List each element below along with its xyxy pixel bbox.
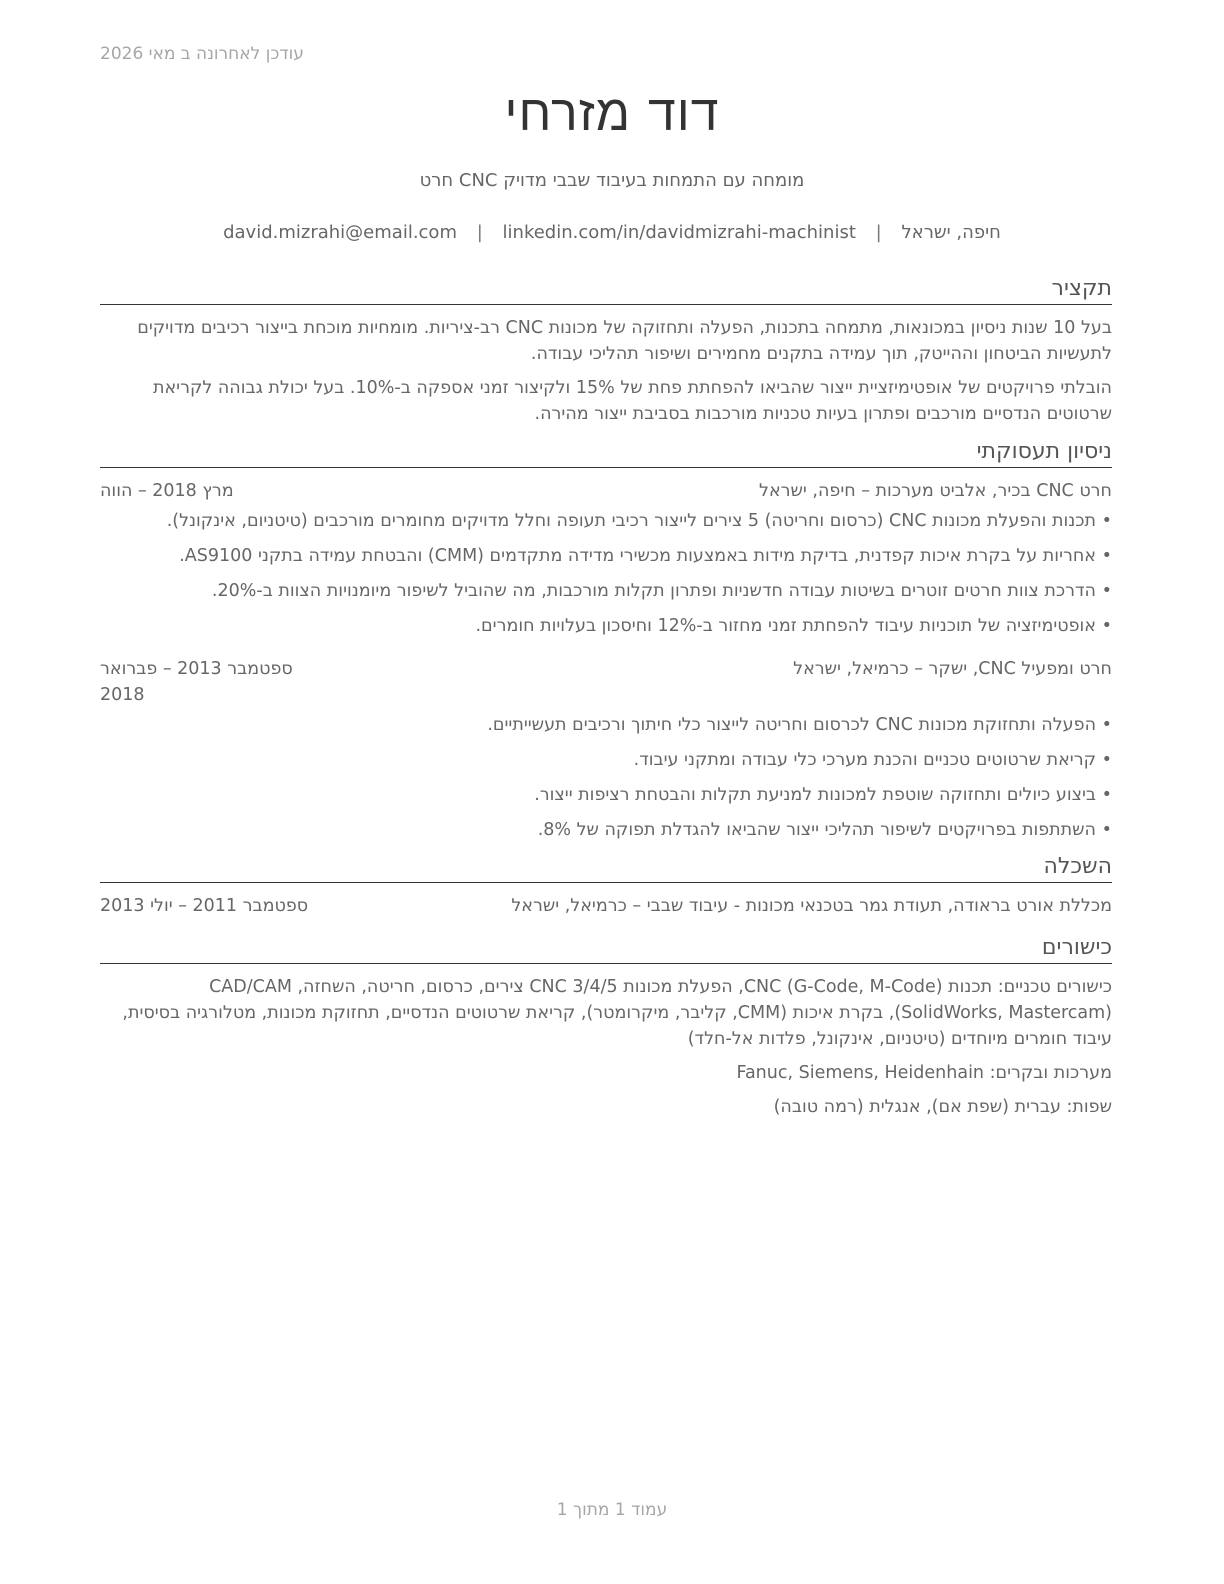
contact-linkedin[interactable]: linkedin.com/in/davidmizrahi-machinist — [502, 222, 856, 243]
list-item: • אחריות על בקרת איכות קפדנית, בדיקת מידות באמצעות מכשירי מדידה מתקדמים (CMM) והבטחת עמידה בתקני AS9100. — [100, 543, 1112, 569]
list-item: • ביצוע כיולים ותחזוקה שוטפת למכונות למניעת תקלות והבטחת רציפות ייצור. — [100, 782, 1112, 808]
summary-paragraph: הובלתי פרויקטים של אופטימיזציית ייצור שהביאו להפחתת פחת של 15% ולקיצור זמני אספקה ב-10%. בעל יכולת גבוהה לקריאת שרטוטים הנדסיים מורכבים ופתרון בעיות טכניות מורכבות בסביבת ייצור מהירה. — [152, 378, 1112, 424]
skills-technical: כישורים טכניים: תכנות CNC (G-Code, M-Code), הפעלת מכונות CNC 3/4/5 צירים, כרסום, חריטה, השחזה, CAD/CAM (SolidWorks, Mastercam), בקרת איכות (CMM, קליבר, מיקרומטר), קריאת שרטוטים הנדסיים, תחזוקת מכונות, מטלורגיה בסיסית, עיבוד חומרים מיוחדים (טיטניום, אינקונל, פלדות אל-חלד) — [122, 977, 1112, 1049]
job-title: חרט ומפעיל CNC, ישקר – כרמיאל, ישראל — [793, 659, 1112, 679]
section-title-skills: כישורים — [100, 933, 1112, 964]
job-bullets — [100, 508, 1112, 639]
list-item: • השתתפות בפרויקטים לשיפור תהליכי ייצור שהביאו להגדלת תפוקה של 8%. — [100, 817, 1112, 843]
section-title-summary: תקציר — [100, 274, 1112, 305]
contact-separator: | — [875, 222, 882, 243]
contact-email[interactable]: david.mizrahi@email.com — [223, 222, 457, 243]
skills-languages: שפות: עברית (שפת אם), אנגלית (רמה טובה) — [773, 1097, 1112, 1117]
education-entry — [100, 893, 1112, 919]
list-item: • אופטימיזציה של תוכניות עיבוד להפחתת זמני מחזור ב-12% וחיסכון בעלויות חומרים. — [100, 613, 1112, 639]
contact-separator: | — [476, 222, 483, 243]
candidate-name: דוד מזרחי — [504, 84, 720, 142]
education-institution: מכללת אורט בראודה, תעודת גמר בטכנאי מכונות - עיבוד שבבי – כרמיאל, ישראל — [511, 896, 1112, 916]
contact-line — [0, 222, 1224, 243]
education-dates: ספטמבר 2011 – יולי 2013 — [100, 896, 309, 916]
section-title-experience: ניסיון תעסוקתי — [100, 437, 1112, 468]
list-item: • תכנות והפעלת מכונות CNC (כרסום וחריטה) 5 צירים לייצור רכיבי תעופה וחלל מדויקים מחומרים מורכבים (טיטניום, אינקונל). — [100, 508, 1112, 534]
summary-paragraph: בעל 10 שנות ניסיון במכונאות, מתמחה בתכנות, הפעלה ותחזוקה של מכונות CNC רב-ציריות. מומחיות מוכחת בייצור רכיבים מדויקים לתעשיות הביטחון וההייטק, תוך עמידה בתקנים מחמירים ושיפור תהליכי עבודה. — [137, 318, 1112, 364]
job-header — [100, 478, 1112, 504]
contact-location: חיפה, ישראל — [901, 222, 1001, 243]
professional-headline: חרט CNC מומחה עם התמחות בעיבוד שבבי מדויק — [419, 170, 805, 191]
page-number: עמוד 1 מתוך 1 — [556, 1500, 668, 1520]
list-item: • קריאת שרטוטים טכניים והכנת מערכי כלי עבודה ומתקני עיבוד. — [100, 747, 1112, 773]
skills-systems: מערכות ובקרים: Fanuc, Siemens, Heidenhain — [736, 1063, 1112, 1083]
job-header — [100, 656, 1112, 708]
list-item: • הדרכת צוות חרטים זוטרים בשיטות עבודה חדשניות ופתרון תקלות מורכבות, מה שהוביל לשיפור מיומנויות הצוות ב-20%. — [100, 578, 1112, 604]
job-title: חרט CNC בכיר, אלביט מערכות – חיפה, ישראל — [759, 481, 1112, 501]
list-item: • הפעלה ותחזוקת מכונות CNC לכרסום וחריטה לייצור כלי חיתוך ורכיבים תעשייתיים. — [100, 712, 1112, 738]
job-bullets — [100, 712, 1112, 843]
last-updated-text: עודכן לאחרונה ב מאי 2026 — [100, 44, 304, 64]
job-dates: ספטמבר 2013 – פברואר 2018 — [100, 659, 293, 705]
resume-body — [100, 274, 1112, 1128]
job-dates: מרץ 2018 – הווה — [100, 481, 234, 501]
section-title-education: השכלה — [100, 852, 1112, 883]
